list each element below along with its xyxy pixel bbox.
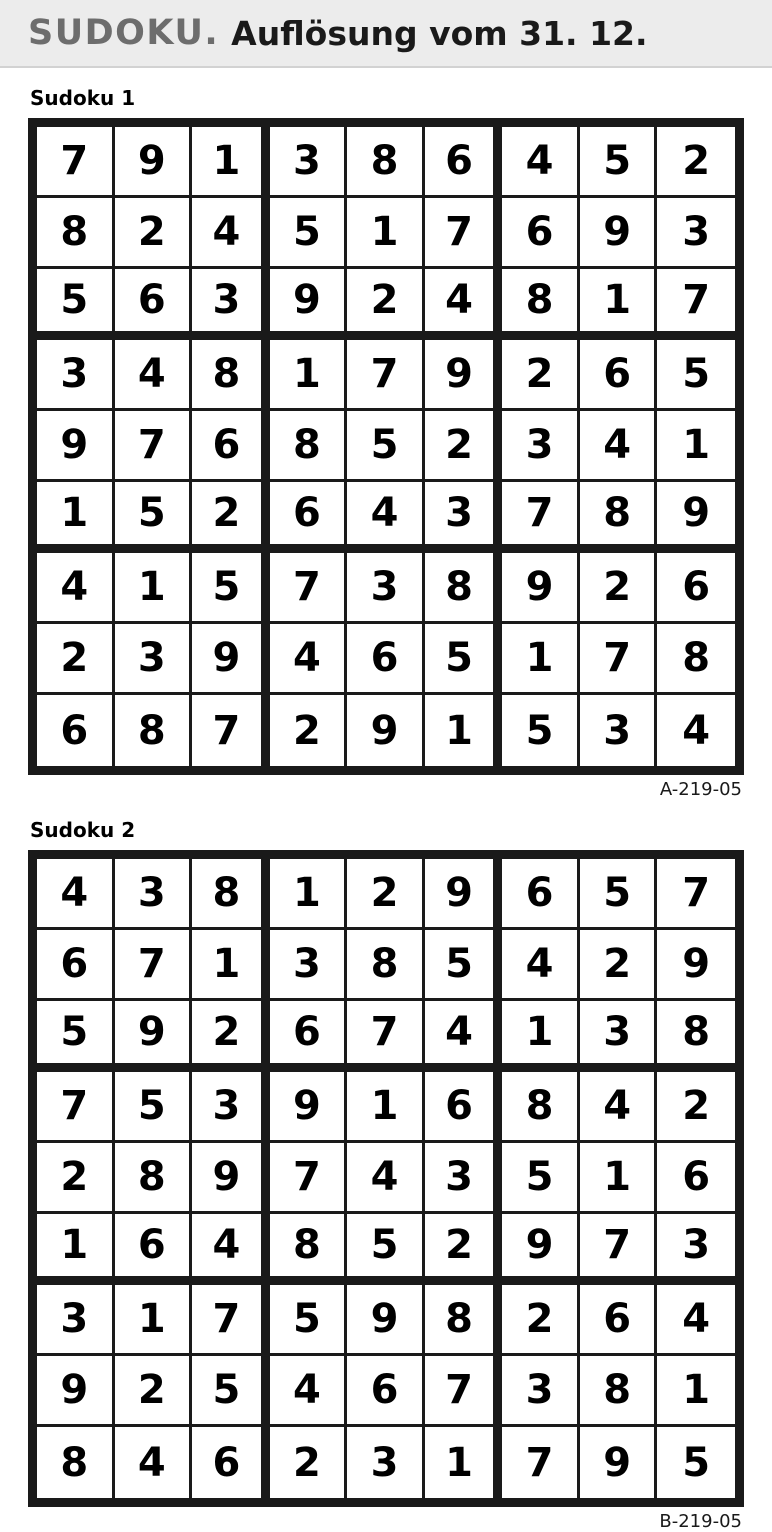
- sudoku-cell: 3: [425, 482, 503, 553]
- sudoku-cell: 5: [115, 1072, 193, 1143]
- sudoku-cell: 5: [115, 482, 193, 553]
- sudoku-cell: 7: [347, 1001, 425, 1072]
- sudoku-cell: 6: [657, 1143, 735, 1214]
- sudoku-cell: 1: [37, 1214, 115, 1285]
- sudoku-cell: 3: [580, 695, 658, 766]
- sudoku-cell: 2: [37, 1143, 115, 1214]
- sudoku-cell: 9: [347, 695, 425, 766]
- sudoku-cell: 7: [580, 1214, 658, 1285]
- sudoku-cell: 7: [425, 198, 503, 269]
- sudoku-cell: 2: [502, 340, 580, 411]
- sudoku-cell: 6: [115, 269, 193, 340]
- sudoku-cell: 7: [37, 127, 115, 198]
- sudoku-cell: 2: [580, 930, 658, 1001]
- sudoku-cell: 6: [192, 1427, 270, 1498]
- sudoku-cell: 5: [192, 553, 270, 624]
- sudoku-cell: 9: [192, 624, 270, 695]
- sudoku-cell: 8: [657, 624, 735, 695]
- sudoku-cell: 5: [192, 1356, 270, 1427]
- sudoku-cell: 4: [580, 1072, 658, 1143]
- sudoku-cell: 4: [502, 930, 580, 1001]
- sudoku-cell: 8: [115, 1143, 193, 1214]
- sudoku-cell: 6: [115, 1214, 193, 1285]
- sudoku-cell: 7: [192, 1285, 270, 1356]
- sudoku-cell: 3: [192, 269, 270, 340]
- sudoku-cell: 8: [580, 1356, 658, 1427]
- sudoku-cell: 1: [270, 859, 348, 930]
- sudoku-cell: 2: [115, 198, 193, 269]
- sudoku-cell: 6: [425, 1072, 503, 1143]
- sudoku-cell: 2: [580, 553, 658, 624]
- sudoku-cell: 5: [580, 127, 658, 198]
- page-header: [0, 0, 772, 68]
- sudoku-cell: 9: [347, 1285, 425, 1356]
- sudoku-cell: 1: [580, 269, 658, 340]
- sudoku-cell: 6: [270, 482, 348, 553]
- sudoku-cell: 3: [270, 930, 348, 1001]
- sudoku-cell: 7: [425, 1356, 503, 1427]
- sudoku-cell: 3: [502, 1356, 580, 1427]
- sudoku-cell: 9: [115, 127, 193, 198]
- sudoku-cell: 9: [115, 1001, 193, 1072]
- sudoku-cell: 7: [502, 482, 580, 553]
- sudoku-cell: 7: [502, 1427, 580, 1498]
- sudoku-cell: 9: [502, 1214, 580, 1285]
- sudoku-cell: 6: [502, 859, 580, 930]
- sudoku-cell: 4: [347, 482, 425, 553]
- sudoku-cell: 2: [347, 859, 425, 930]
- sudoku-cell: 9: [270, 269, 348, 340]
- sudoku-cell: 8: [347, 930, 425, 1001]
- sudoku-grid-1: [28, 118, 744, 775]
- sudoku-cell: 1: [347, 198, 425, 269]
- sudoku-cell: 1: [37, 482, 115, 553]
- sudoku-cell: 1: [192, 930, 270, 1001]
- sudoku-cell: 9: [502, 553, 580, 624]
- sudoku-cell: 4: [115, 1427, 193, 1498]
- sudoku-cell: 4: [270, 624, 348, 695]
- sudoku-cell: 2: [37, 624, 115, 695]
- sudoku-cell: 4: [425, 269, 503, 340]
- sudoku-cell: 7: [347, 340, 425, 411]
- sudoku-cell: 2: [425, 1214, 503, 1285]
- sudoku-cell: 9: [657, 482, 735, 553]
- sudoku-cell: 9: [657, 930, 735, 1001]
- sudoku-cell: 6: [192, 411, 270, 482]
- sudoku-cell: 7: [115, 930, 193, 1001]
- sudoku-cell: 7: [657, 269, 735, 340]
- sudoku-cell: 3: [192, 1072, 270, 1143]
- sudoku-cell: 6: [37, 930, 115, 1001]
- sudoku-cell: 1: [115, 1285, 193, 1356]
- sudoku-cell: 5: [270, 1285, 348, 1356]
- sudoku-cell: 9: [580, 1427, 658, 1498]
- sudoku-cell: 8: [192, 340, 270, 411]
- page-title: SUDOKU.: [28, 13, 220, 53]
- sudoku-cell: 8: [425, 1285, 503, 1356]
- sudoku-cell: 6: [347, 1356, 425, 1427]
- sudoku-cell: 4: [37, 859, 115, 930]
- sudoku-cell: 4: [192, 1214, 270, 1285]
- sudoku-cell: 1: [657, 411, 735, 482]
- sudoku-cell: 9: [580, 198, 658, 269]
- sudoku-cell: 1: [192, 127, 270, 198]
- sudoku-cell: 7: [192, 695, 270, 766]
- sudoku-cell: 4: [192, 198, 270, 269]
- sudoku-cell: 3: [580, 1001, 658, 1072]
- sudoku-cell: 2: [657, 1072, 735, 1143]
- sudoku-cell: 4: [270, 1356, 348, 1427]
- sudoku-cell: 6: [657, 553, 735, 624]
- sudoku-cell: 4: [502, 127, 580, 198]
- sudoku-cell: 3: [270, 127, 348, 198]
- sudoku-cell: 2: [115, 1356, 193, 1427]
- sudoku-cell: 9: [270, 1072, 348, 1143]
- sudoku-cell: 5: [657, 1427, 735, 1498]
- sudoku-cell: 9: [425, 859, 503, 930]
- puzzle-2-code: B-219-05: [659, 1511, 742, 1532]
- sudoku-cell: 5: [502, 695, 580, 766]
- sudoku-cell: 5: [425, 624, 503, 695]
- sudoku-cell: 8: [657, 1001, 735, 1072]
- sudoku-cell: 2: [270, 695, 348, 766]
- sudoku-cell: 1: [347, 1072, 425, 1143]
- sudoku-cell: 7: [37, 1072, 115, 1143]
- sudoku-cell: 8: [115, 695, 193, 766]
- sudoku-cell: 3: [347, 1427, 425, 1498]
- sudoku-cell: 7: [270, 553, 348, 624]
- sudoku-cell: 7: [580, 624, 658, 695]
- sudoku-cell: 1: [425, 695, 503, 766]
- sudoku-cell: 1: [657, 1356, 735, 1427]
- puzzle-section-2: [0, 818, 772, 1532]
- sudoku-cell: 8: [502, 269, 580, 340]
- sudoku-cell: 9: [192, 1143, 270, 1214]
- sudoku-cell: 7: [657, 859, 735, 930]
- sudoku-cell: 4: [425, 1001, 503, 1072]
- puzzle-section-1: [0, 86, 772, 800]
- sudoku-cell: 5: [270, 198, 348, 269]
- sudoku-cell: 9: [37, 411, 115, 482]
- sudoku-cell: 6: [425, 127, 503, 198]
- sudoku-cell: 8: [502, 1072, 580, 1143]
- sudoku-cell: 4: [37, 553, 115, 624]
- sudoku-cell: 4: [580, 411, 658, 482]
- sudoku-cell: 3: [347, 553, 425, 624]
- sudoku-cell: 9: [37, 1356, 115, 1427]
- sudoku-cell: 3: [657, 1214, 735, 1285]
- sudoku-cell: 9: [425, 340, 503, 411]
- sudoku-cell: 1: [580, 1143, 658, 1214]
- sudoku-cell: 1: [425, 1427, 503, 1498]
- sudoku-cell: 3: [115, 624, 193, 695]
- sudoku-cell: 5: [580, 859, 658, 930]
- sudoku-cell: 3: [425, 1143, 503, 1214]
- sudoku-cell: 7: [115, 411, 193, 482]
- sudoku-cell: 6: [580, 340, 658, 411]
- sudoku-cell: 8: [580, 482, 658, 553]
- sudoku-cell: 1: [115, 553, 193, 624]
- sudoku-cell: 2: [192, 1001, 270, 1072]
- sudoku-cell: 3: [657, 198, 735, 269]
- sudoku-cell: 6: [270, 1001, 348, 1072]
- sudoku-cell: 6: [37, 695, 115, 766]
- sudoku-cell: 7: [270, 1143, 348, 1214]
- sudoku-cell: 2: [347, 269, 425, 340]
- sudoku-cell: 5: [502, 1143, 580, 1214]
- sudoku-cell: 4: [347, 1143, 425, 1214]
- sudoku-cell: 3: [502, 411, 580, 482]
- sudoku-cell: 2: [502, 1285, 580, 1356]
- puzzle-1-code: A-219-05: [659, 779, 742, 800]
- sudoku-cell: 1: [502, 1001, 580, 1072]
- sudoku-cell: 1: [502, 624, 580, 695]
- sudoku-cell: 3: [37, 1285, 115, 1356]
- puzzle-2-label: Sudoku 2: [30, 818, 136, 842]
- sudoku-cell: 5: [347, 411, 425, 482]
- sudoku-cell: 5: [37, 1001, 115, 1072]
- sudoku-cell: 3: [37, 340, 115, 411]
- sudoku-cell: 4: [657, 1285, 735, 1356]
- sudoku-cell: 4: [115, 340, 193, 411]
- sudoku-cell: 4: [657, 695, 735, 766]
- sudoku-cell: 3: [115, 859, 193, 930]
- sudoku-cell: 8: [37, 1427, 115, 1498]
- sudoku-cell: 8: [347, 127, 425, 198]
- sudoku-cell: 8: [270, 1214, 348, 1285]
- sudoku-cell: 8: [270, 411, 348, 482]
- sudoku-cell: 8: [37, 198, 115, 269]
- puzzle-1-label: Sudoku 1: [30, 86, 136, 110]
- sudoku-cell: 2: [425, 411, 503, 482]
- sudoku-cell: 5: [347, 1214, 425, 1285]
- sudoku-cell: 1: [270, 340, 348, 411]
- sudoku-cell: 2: [657, 127, 735, 198]
- sudoku-cell: 8: [192, 859, 270, 930]
- sudoku-cell: 6: [347, 624, 425, 695]
- sudoku-cell: 8: [425, 553, 503, 624]
- sudoku-cell: 2: [270, 1427, 348, 1498]
- sudoku-cell: 6: [580, 1285, 658, 1356]
- sudoku-cell: 5: [425, 930, 503, 1001]
- sudoku-cell: 5: [37, 269, 115, 340]
- sudoku-cell: 5: [657, 340, 735, 411]
- sudoku-cell: 6: [502, 198, 580, 269]
- page-subtitle: Auflösung vom 31. 12.: [231, 13, 648, 53]
- sudoku-grid-2: [28, 850, 744, 1507]
- sudoku-cell: 2: [192, 482, 270, 553]
